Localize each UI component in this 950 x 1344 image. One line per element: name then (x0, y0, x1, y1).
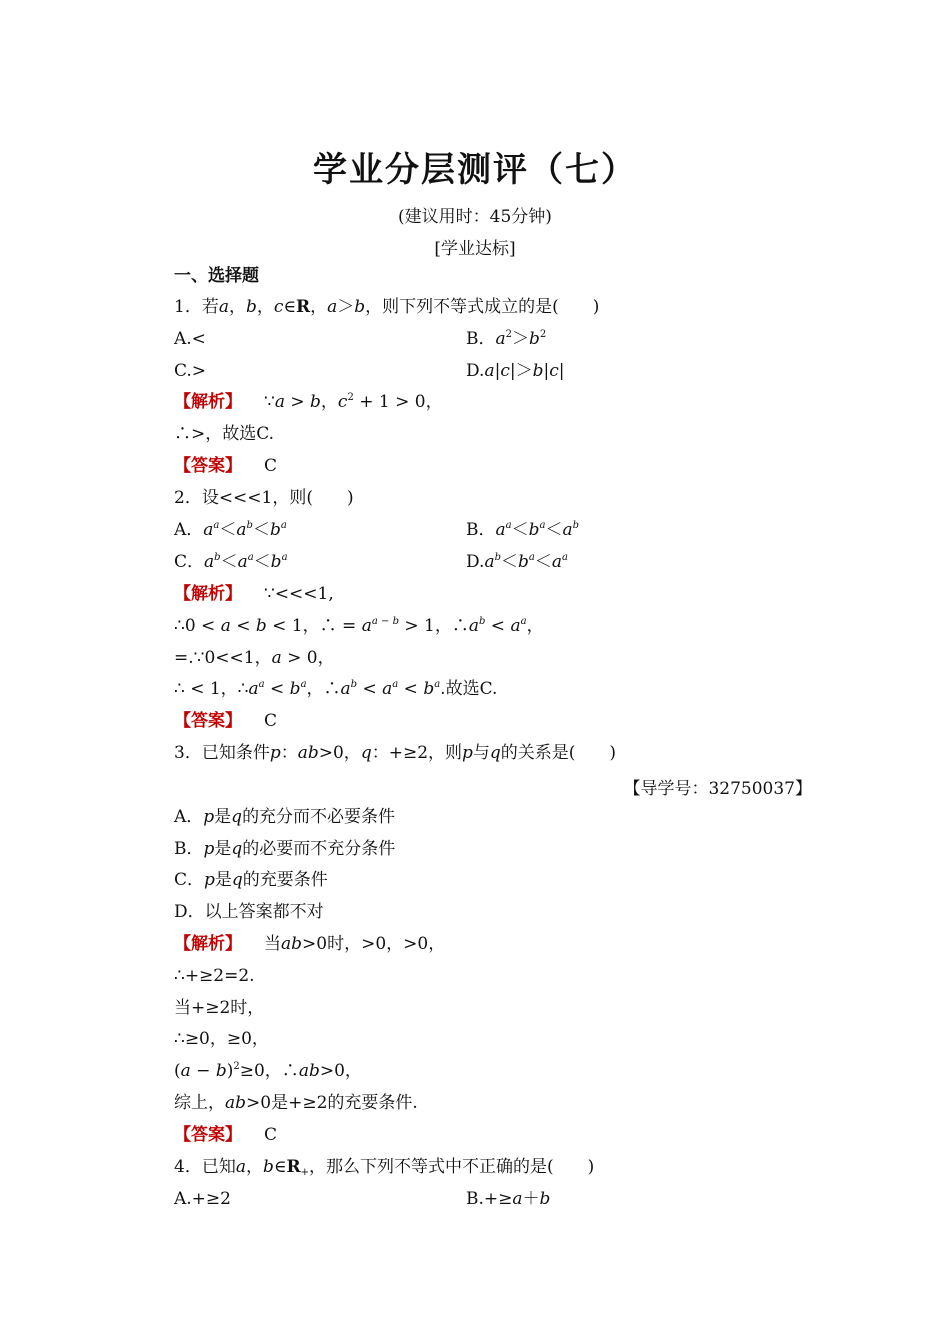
section-label: [学业达标] (434, 239, 516, 259)
question-3-analysis: 【解析】 当ab>0时，>0，>0， (174, 934, 446, 954)
question-1-option-d: D.a|c|＞b|c| (466, 361, 565, 381)
question-3-answer: 【答案】 C (174, 1125, 278, 1145)
question-3-option-b: B．p是q的必要而不充分条件 (174, 839, 396, 859)
page-title: 学业分层测评（七） (313, 150, 637, 190)
question-1-answer: 【答案】 C (174, 456, 278, 476)
question-2-analysis-line-2: ∴0 < a < b < 1，∴ = $a^{a - b} > 1$，$\therefore a^b < a^a$， (174, 616, 544, 636)
question-1-option-a: A.< (174, 329, 206, 349)
part-heading: 一、选择题 (174, 266, 259, 286)
time-note: (建议用时：45分钟) (398, 207, 552, 227)
question-2-option-d: $D.a^b<b^a<a^a$ (466, 552, 568, 572)
question-2-answer: 【答案】 C (174, 711, 278, 731)
question-3-option-d: D．以上答案都不对 (174, 902, 324, 922)
question-2-stem: 2．设<<<1，则( ) (174, 488, 354, 508)
guide-reference-number: 【导学号：32750037】 (623, 779, 812, 799)
question-3-option-c: C．p是q的充要条件 (174, 870, 328, 890)
question-1-analysis-conclusion: ∴>，故选C. (174, 424, 275, 444)
question-2-option-b: B．$a^a<b^a<a^b$ (466, 520, 580, 540)
question-4-stem: 4．已知a，$b\in R_+$，那么下列不等式中不正确的是( ) (174, 1157, 595, 1178)
question-3-analysis-line-2: ∴+≥2=2. (174, 966, 255, 986)
question-3-stem: 3．已知条件p：ab>0，q：+≥2，则p与q的关系是( ) (174, 743, 617, 763)
question-1-option-b: B．$a^2>b^2$ (466, 329, 547, 349)
question-3-analysis-line-3: 当+≥2时， (174, 998, 265, 1018)
question-2-analysis-line-4: ∴ < 1，$\therefore a^a < b^a$，$\therefore a^b < a^a < b^a$.故选C. (174, 679, 498, 699)
question-1-analysis: 【解析】 ∵a > b，$c^2 + 1 > 0$， (174, 392, 443, 412)
question-2-option-a: A．$a^a<a^b<b^a$ (174, 520, 287, 540)
question-3-option-a: A．p是q的充分而不必要条件 (174, 807, 396, 827)
question-1-option-c: C.> (174, 361, 207, 381)
question-1-stem: 1．若a，b，c∈R，a＞b，则下列不等式成立的是( ) (174, 297, 600, 317)
question-2-analysis: 【解析】 ∵<<<1, (174, 584, 334, 604)
question-4-option-a: A.+≥2 (174, 1189, 231, 1209)
question-3-analysis-line-5: $(a - b)^2\ge 0$，∴ab>0， (174, 1061, 362, 1081)
question-4-option-b: B.+≥a＋b (466, 1189, 551, 1209)
question-2-analysis-line-3: =.∵0<<1，a > 0， (174, 648, 335, 668)
question-2-option-c: C．$a^b<a^a<b^a$ (174, 552, 288, 572)
question-3-analysis-line-6: 综上，ab>0是+≥2的充要条件. (174, 1093, 418, 1113)
question-3-analysis-line-4: ∴≥0，≥0， (174, 1029, 269, 1049)
